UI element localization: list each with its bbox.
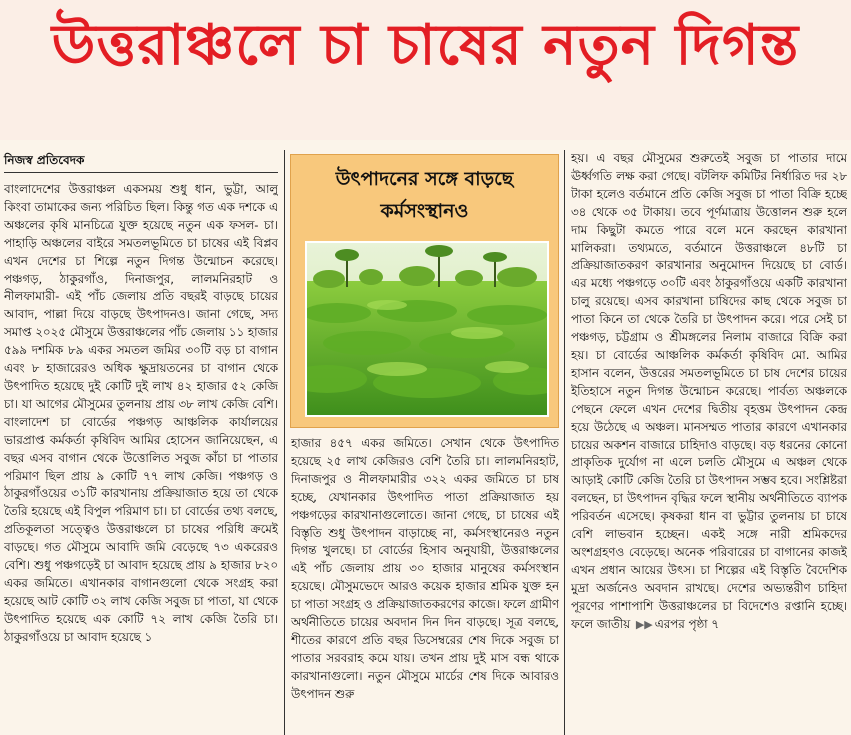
column-2-text: হাজার ৪৫৭ একর জমিতে। সেখান থেকে উৎপাদিত হয়েছে ২৫ লাখ কেজিরও বেশি তৈরি চা। লালমনিরহাট, দিনাজপুর ও নীলফামারীর ৩২২ একর জমিতে চা চাষ হচ্ছে, যেখানকার উৎপাদিত পাতা প্রক্রিয়াজাত হয় পঞ্চগড়ের কারখানাগুলোতে। জানা গেছে, চা চাষের এই বিস্তৃতি শুধু উৎপাদন বাড়াচ্ছে না, কর্মসংস্থানেরও নতুন দিগন্ত খুলছে। চা বোর্ডের হিসাব অনুযায়ী, উত্তরাঞ্চলের এই পাঁচ জেলায় প্রায় ৩০ হাজার মানুষের কর্মসংস্থান হয়েছে। মৌসুমভেদে আরও কয়েক হাজার শ্রমিক যুক্ত হন চা পাতা সংগ্রহ ও প্রক্রিয়াজাতকরণের কাজে। ফলে গ্রামীণ অর্থনীতিতে চায়ের অবদান দিন দিন বাড়ছে। সূত্র বলছে, শীতের কারণে প্রতি বছর ডিসেম্বরের শেষ দিকে সবুজ চা পাতার সরবরাহ কমে যায়। তখন প্রায় দুই মাস বন্ধ থাকে কারখানাগুলো। নতুন মৌসুমে মার্চের শেষ দিকে আবারও উৎপাদন শুরু: [291, 436, 559, 701]
column-divider: [284, 150, 285, 432]
column-3-body: হয়। এ বছর মৌসুমের শুরুতেই সবুজ চা পাতার দামে ঊর্ধ্বগতি লক্ষ করা গেছে। বটলিফ কমিটির নির্ধারিত দর ২৮ টাকা হলেও বর্তমানে প্রতি কেজি সবুজ চা পাতা বিক্রি হচ্ছে ৩৪ থেকে ৩৫ টাকায়। তবে পূর্ণমাত্রায় উত্তোলন শুরু হলে দাম কিছুটা কমতে পারে বলে মনে করছেন কারখানা মালিকরা। তথ্যমতে, বর্তমানে উত্তরাঞ্চলে ৪৮টি চা প্রক্রিয়াজাতকরণ কারখানার অনুমোদন দিয়েছে চা বোর্ড। এর মধ্যে পঞ্চগড়ে ৩০টি এবং ঠাকুরগাঁওয়ে একটি কারখানা চালু রয়েছে। এসব কারখানা চাষিদের কাছ থেকে সবুজ চা পাতা কিনে তা থেকে তৈরি চা উৎপাদন করে। পরে সেই চা পঞ্চগড়, চট্টগ্রাম ও শ্রীমঙ্গলের নিলাম বাজারে বিক্রি করা হয়। চা বোর্ডের আঞ্চলিক কর্মকর্তা কৃষিবিদ মো. আমির হাসান বলেন, উত্তরের সমতলভূমিতে চা চাষ দেশের চায়ের ইতিহাসে নতুন দিগন্ত উন্মোচন করেছে। পার্বত্য অঞ্চলকে পেছনে ফেলে এখন দেশের দ্বিতীয় বৃহত্তম উৎপাদন কেন্দ্র হয়ে উঠেছে এ অঞ্চল। মানসম্মত পাতার কারণে এখানকার চায়ের অকশন বাজারে চাহিদাও বাড়ছে। বড় ধরনের কোনো প্রাকৃতিক দুর্যোগ না এলে চলতি মৌসুমে এ অঞ্চল থেকে আড়াই কোটি কেজি তৈরি চা উৎপাদন সম্ভব হবে। সংশ্লিষ্টরা বলছেন, চা উৎপাদন বৃদ্ধির ফলে স্থানীয় অর্থনীতিতে ব্যাপক পরিবর্তন এসেছে। কৃষকরা ধান বা ভুট্টার তুলনায় চা চাষে বেশি লাভবান হচ্ছেন। একই সঙ্গে নারী শ্রমিকদের অংশগ্রহণও বেড়েছে। অনেক পরিবারের চা বাগানের কাজই এখন প্রধান আয়ের উৎস। চা শিল্পের এই বিস্তৃতি বৈদেশিক মুদ্রা অর্জনেও অবদান রাখছে। দেশের অভ্যন্তরীণ চাহিদা পূরণের পাশাপাশি উত্তরাঞ্চলের চা বিদেশেও রপ্তানি হচ্ছে। ফলে জাতীয়: [571, 151, 847, 631]
column-3-text: [571, 150, 847, 633]
column-1-text: বাংলাদেশের উত্তরাঞ্চল একসময় শুধু ধান, ভুট্টা, আলু কিংবা তামাকের জন্য পরিচিত ছিল। কিন্তু গত এক দশকে এ অঞ্চলের কৃষি মানচিত্রে যুক্ত হয়েছে নতুন এক ফসল- চা। পাহাড়ি অঞ্চলের বাইরে সমতলভূমিতে চা চাষের এই বিপ্লব এখন দেশের চা শিল্পে নতুন দিগন্ত উন্মোচন করেছে। পঞ্চগড়, ঠাকুরগাঁও, দিনাজপুর, লালমনিরহাট ও নীলফামারী- এই পাঁচ জেলায় প্রতি বছরই বাড়ছে চায়ের আবাদ, পাল্লা দিয়ে বাড়ছে উৎপাদনও। জানা গেছে, সদ্য সমাপ্ত ২০২৫ মৌসুমে উত্তরাঞ্চলের পাঁচ জেলায় ১১ হাজার ৫৯৯ দশমিক ৮৯ একর সমতল জমির ৩০টি বড় চা বাগান এবং ৮ হাজারেরও অধিক ক্ষুদ্রায়তনের চা বাগান থেকে উৎপাদিত হয়েছে দুই কোটি দুই লাখ ৪২ হাজার ৫২ কেজি চা। যা আগের মৌসুমের তুলনায় প্রায় ৩৮ লাখ কেজি বেশি। বাংলাদেশ চা বোর্ডের পঞ্চগড় আঞ্চলিক কার্যালয়ের ভারপ্রাপ্ত কর্মকর্তা কৃষিবিদ আমির হোসেন জানিয়েছেন, এ বছর এসব বাগান থেকে উত্তোলিত সবুজ কাঁচা চা পাতার পরিমাণ ছিল প্রায় ৯ কোটি ৭৭ লাখ কেজি। পঞ্চগড় ও ঠাকুরগাঁওয়ের ৩১টি কারখানায় প্রক্রিয়াজাত হয়ে তা থেকে তৈরি হয়েছে এই বিপুল পরিমাণ চা। চা বোর্ডের তথ্য বলছে, প্রতিকূলতা সত্ত্বেও উত্তরাঞ্চলে চা চাষের পরিধি ক্রমেই বাড়ছে। গত মৌসুমে আবাদি জমি বেড়েছে ৭৩ একরেরও বেশি। শুধু পঞ্চগড়েই চা আবাদ হয়েছে প্রায় ৯ হাজার ৮২০ একর জমিতে। এখানকার বাগানগুলো থেকে সংগ্রহ করা হয়েছে আট কোটি ৩২ লাখ কেজি সবুজ চা পাতা, যা থেকে উৎপাদিত হয়েছে এক কোটি ৭২ লাখ কেজি তৈরি চা। ঠাকুরগাঁওয়ে চা আবাদ হয়েছে ১: [4, 182, 278, 644]
headline-banner: [0, 0, 851, 140]
article-column-2: [291, 435, 559, 733]
jump-arrow-icon: ▶▶: [635, 617, 653, 631]
feature-title-line-2: কর্মসংস্থানও: [380, 200, 469, 222]
article-column-1: [4, 181, 278, 733]
column-divider: [284, 432, 285, 735]
feature-box: [290, 154, 559, 428]
tea-garden-photo: [305, 241, 549, 417]
feature-title: [291, 163, 558, 227]
headline: উত্তরাঞ্চলে চা চাষের নতুন দিগন্ত: [51, 13, 800, 78]
column-divider: [564, 150, 565, 735]
byline: নিজস্ব প্রতিবেদক: [4, 150, 278, 173]
article-column-3: [571, 150, 847, 734]
feature-title-line-1: উৎপাদনের সঙ্গে বাড়ছে: [335, 168, 514, 190]
continued-on-page[interactable]: এরপর পৃষ্ঠা ৭: [654, 616, 719, 631]
